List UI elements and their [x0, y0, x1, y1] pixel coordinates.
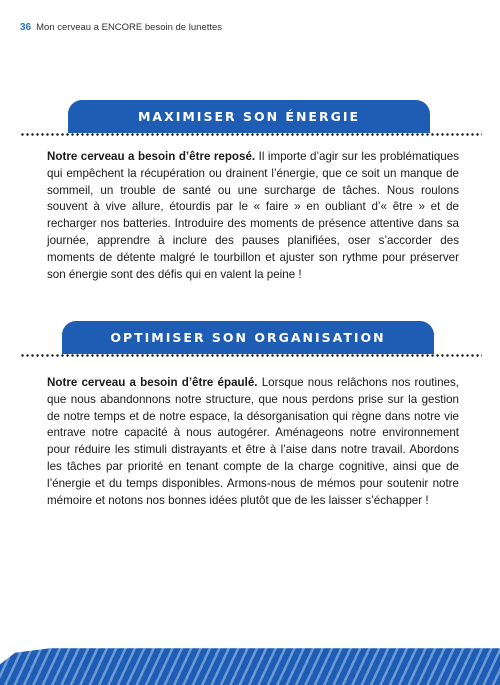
section-paragraph-energie: [47, 149, 459, 283]
paragraph-lead: Notre cerveau a besoin d’être reposé.: [47, 150, 256, 163]
page-number: 36: [20, 22, 32, 33]
section-header-energie: [20, 100, 482, 144]
section-paragraph-organisation: [47, 375, 459, 509]
dotted-divider: [20, 354, 482, 357]
decorative-footer-stripes: [0, 639, 500, 685]
section-heading-banner: [62, 321, 434, 354]
section-heading-banner: [68, 100, 430, 133]
section-header-organisation: [20, 321, 482, 365]
dotted-divider: [20, 133, 482, 136]
running-head: [20, 22, 222, 33]
paragraph-body: Il importe d’agir sur les problématiques qui empêchent la récupération ou drainent l’énergie, que ce soit un manque de sommeil, un trouble de santé ou une surcharge de tâches. Nous roulons souvent à vive allure, étourdis par le « faire » en oubliant d’« être » et de recharger nos batteries. Introduire des moments de présence attentive dans sa journée, apprendre à inclure des pauses planifiées, oser s’accorder des moments de détente malgré le tourbillon et ajuster son rythme pour préserver son énergie sont des défis qui en valent la peine !: [47, 150, 459, 281]
book-title: Mon cerveau a ENCORE besoin de lunettes: [36, 22, 223, 33]
paragraph-body: Lorsque nous relâchons nos routines, que nous abandonnons notre structure, que nous perdons prise sur la gestion de notre temps et de notre espace, la désorganisation qui règne dans notre vie entrave notre capacité à nous autogérer. Aménageons notre environnement pour réduire les stimuli distrayants et être à l’aise dans notre travail. Abordons les tâches par priorité en tenant compte de la charge cognitive, ainsi que de l’énergie et du temps disponibles. Armons-nous de mémos pour soutenir notre mémoire et notons nos bonnes idées plutôt que de les laisser s’échapper !: [47, 376, 459, 507]
paragraph-lead: Notre cerveau a besoin d’être épaulé.: [47, 376, 258, 389]
section-heading: MAXIMISER SON ÉNERGIE: [137, 109, 361, 124]
section-heading: OPTIMISER SON ORGANISATION: [110, 330, 386, 345]
